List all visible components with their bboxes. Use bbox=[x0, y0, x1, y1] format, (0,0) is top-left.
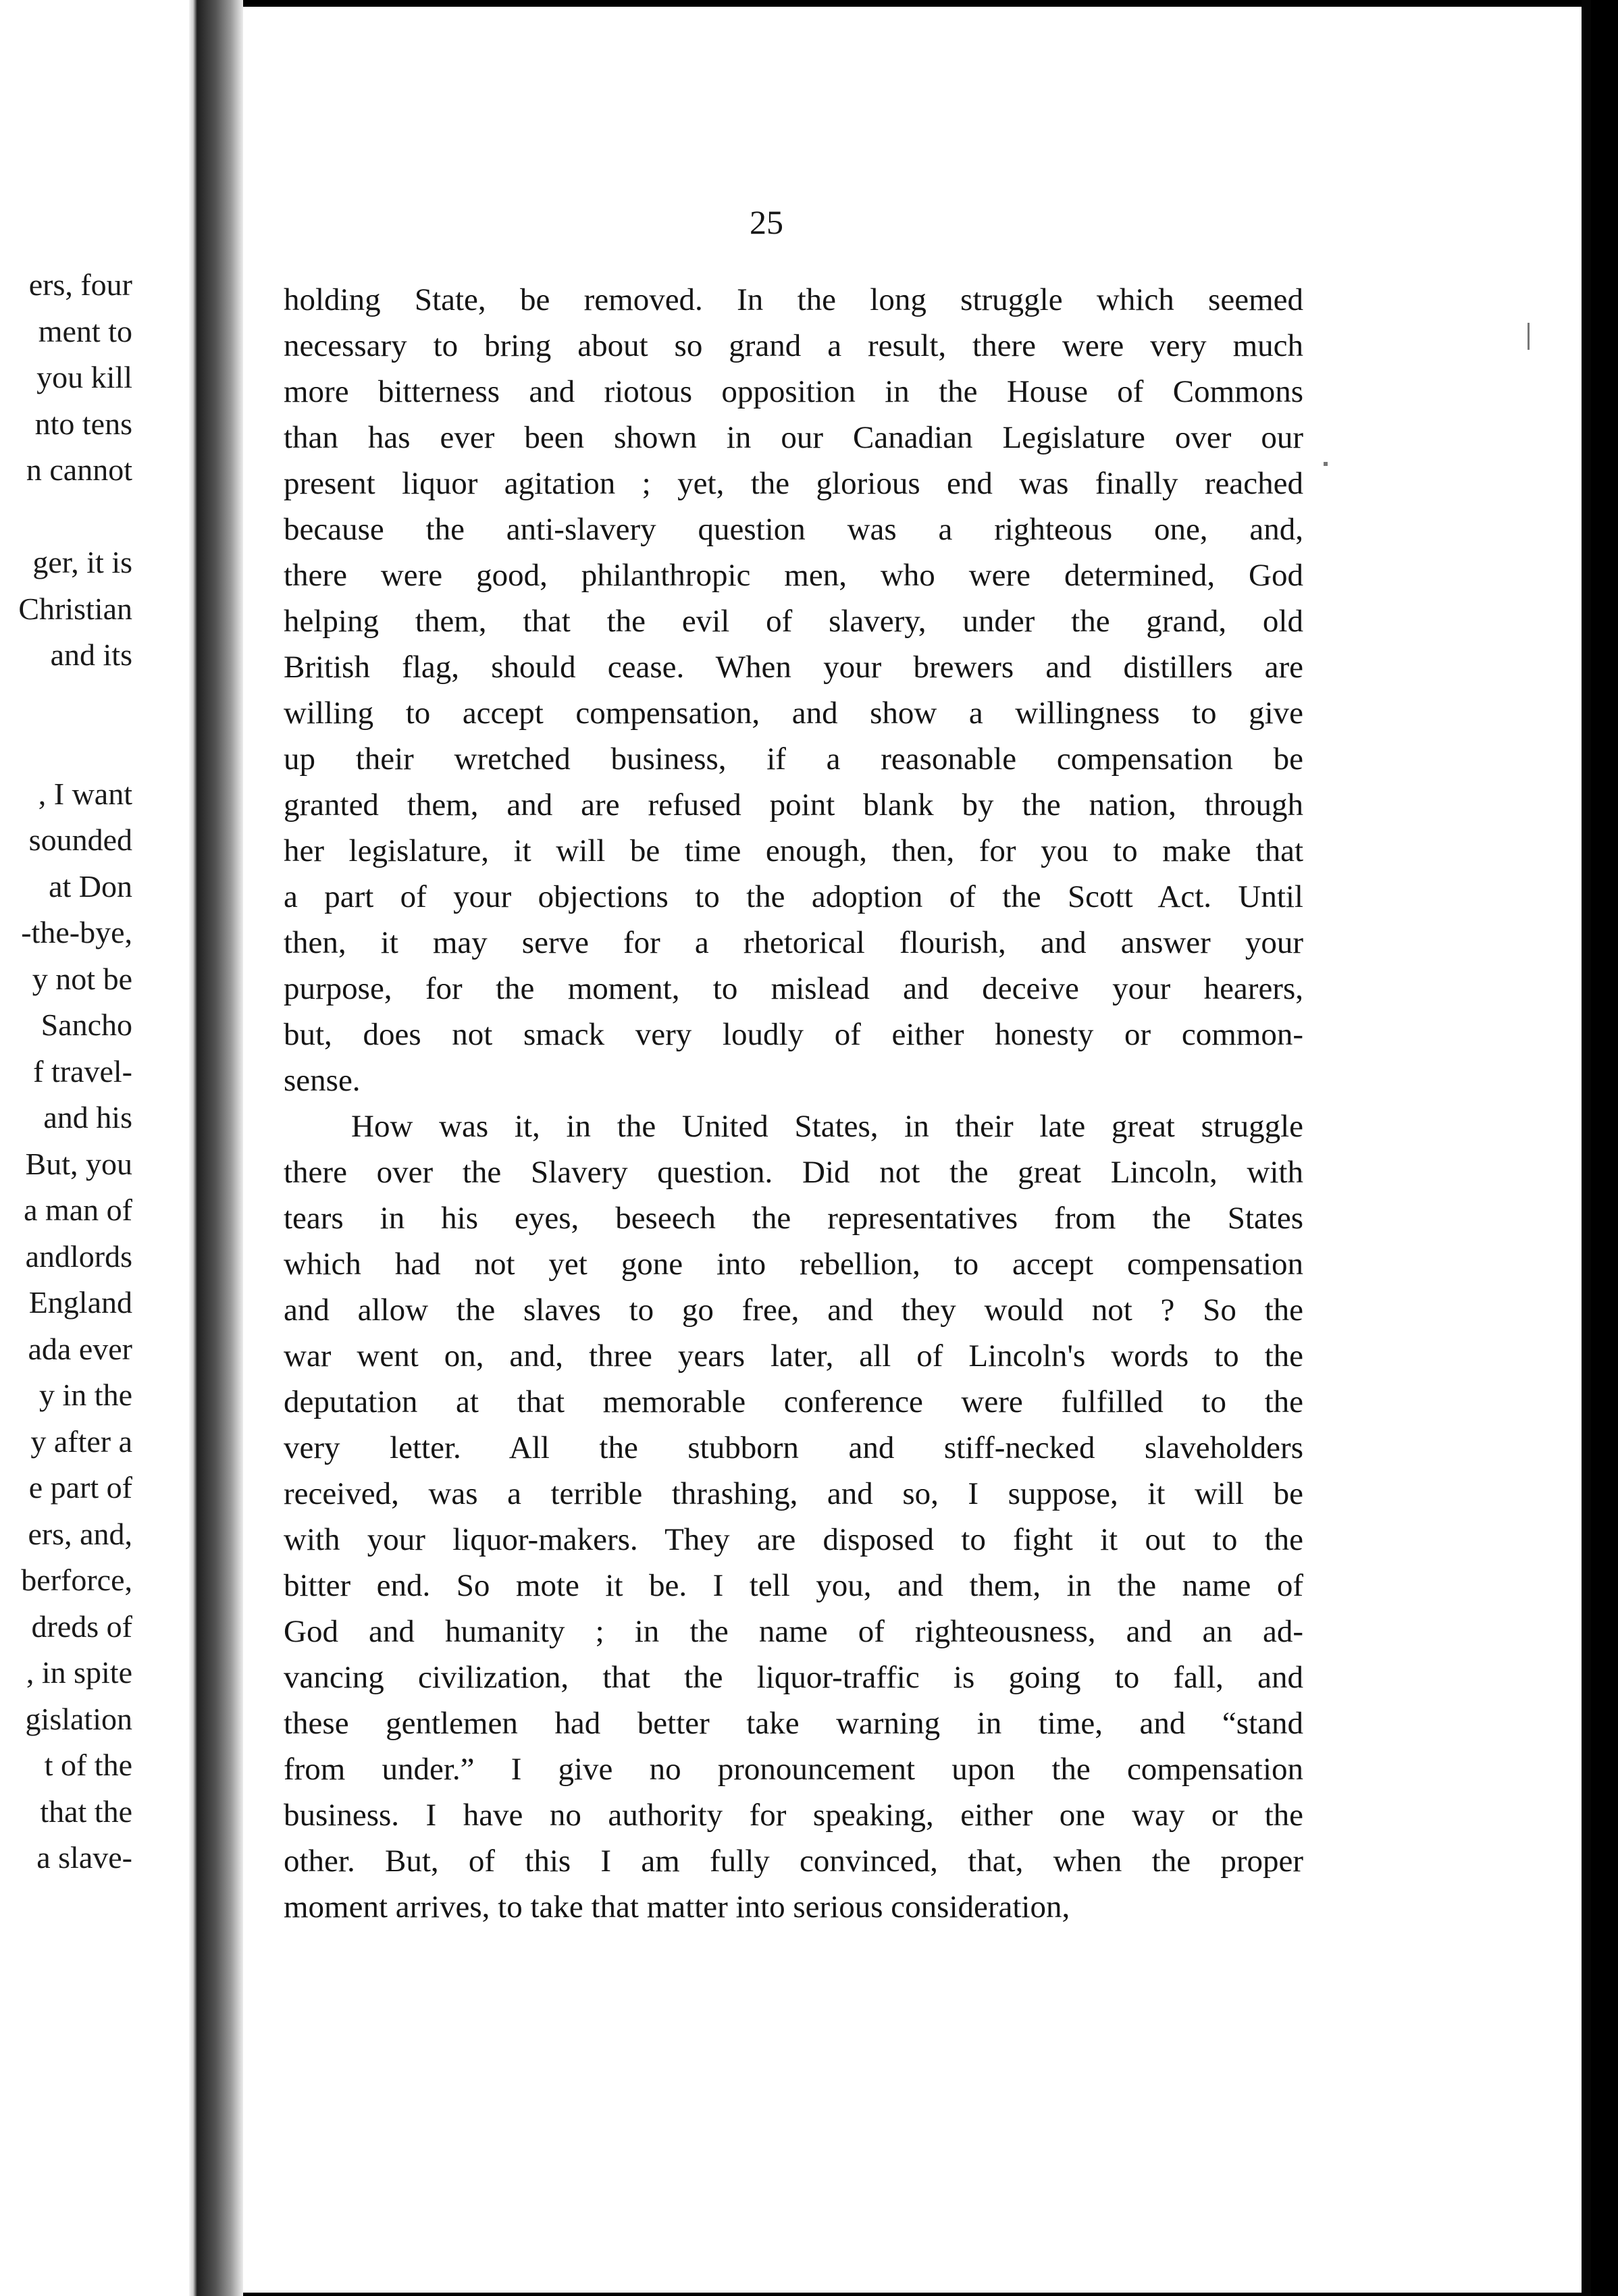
left-page-line: y in the bbox=[39, 1378, 132, 1412]
text-line: moment arrives, to take that matter into serious consideration, bbox=[284, 1889, 1070, 1925]
left-page-line: at Don bbox=[49, 868, 132, 904]
left-page-line bbox=[0, 725, 132, 771]
text-line: present liquor agitation ; yet, the glorious end was finally reached bbox=[284, 466, 1303, 501]
text-line: God and humanity ; in the name of righteousness, and an ad- bbox=[284, 1614, 1303, 1649]
left-page-line: nto tens bbox=[34, 406, 132, 441]
text-line: purpose, for the moment, to mislead and deceive your hearers, bbox=[284, 971, 1303, 1006]
text-line: there were good, philanthropic men, who were determined, God bbox=[284, 558, 1303, 593]
text-line: from under.” I give no pronouncement upon the compensation bbox=[284, 1752, 1303, 1787]
left-page-line: and its bbox=[50, 637, 132, 672]
left-page-text bbox=[0, 262, 132, 1881]
text-line: these gentlemen had better take warning in time, and “stand bbox=[284, 1706, 1303, 1741]
left-page-line: gislation bbox=[25, 1701, 132, 1736]
scan-border bbox=[1582, 0, 1591, 2296]
text-line: business. I have no authority for speaking, either one way or the bbox=[284, 1798, 1303, 1833]
left-page-line: y not be bbox=[32, 961, 132, 996]
left-page-line: that the bbox=[40, 1794, 132, 1829]
left-page-line: a man of bbox=[24, 1193, 132, 1227]
left-page bbox=[0, 0, 203, 2296]
left-page-line bbox=[0, 494, 132, 540]
text-line: more bitterness and riotous opposition in the House of Commons bbox=[284, 374, 1303, 409]
body-text bbox=[284, 277, 1303, 1930]
text-line: vancing civilization, that the liquor-traffic is going to fall, and bbox=[284, 1660, 1303, 1695]
text-line: tears in his eyes, beseech the representatives from the States bbox=[284, 1201, 1303, 1236]
left-page-line: Christian bbox=[18, 591, 132, 626]
book-gutter bbox=[189, 0, 243, 2296]
text-line: but, does not smack very loudly of either honesty or common- bbox=[284, 1017, 1303, 1052]
left-page-line: y after a bbox=[30, 1424, 132, 1459]
left-page-line: t of the bbox=[44, 1748, 132, 1782]
left-page-line: dreds of bbox=[31, 1609, 132, 1644]
text-line: helping them, that the evil of slavery, under the grand, old bbox=[284, 604, 1303, 639]
left-page-line: n cannot bbox=[26, 452, 132, 487]
left-page-line: a slave- bbox=[36, 1840, 132, 1875]
text-line: her legislature, it will be time enough, then, for you to make that bbox=[284, 833, 1303, 868]
left-page-line: e part of bbox=[28, 1470, 132, 1505]
left-page-line: ers, and, bbox=[28, 1516, 132, 1551]
text-line: bitter end. So mote it be. I tell you, and them, in the name of bbox=[284, 1568, 1303, 1603]
text-line: very letter. All the stubborn and stiff-necked slaveholders bbox=[284, 1430, 1303, 1465]
left-page-line: , in spite bbox=[26, 1655, 132, 1690]
left-page-line: ger, it is bbox=[32, 545, 132, 579]
text-line: which had not yet gone into rebellion, to accept compensation bbox=[284, 1247, 1303, 1282]
left-page-line: England bbox=[28, 1285, 132, 1320]
left-page-line: ada ever bbox=[28, 1331, 132, 1366]
left-page-line: sounded bbox=[28, 823, 132, 857]
text-line: deputation at that memorable conference were fulfilled to the bbox=[284, 1384, 1303, 1419]
text-line: a part of your objections to the adoption of the Scott Act. Until bbox=[284, 879, 1303, 914]
text-line: holding State, be removed. In the long struggle which seemed bbox=[284, 282, 1303, 317]
text-line: British flag, should cease. When your brewers and distillers are bbox=[284, 650, 1303, 685]
left-page-line bbox=[0, 679, 132, 725]
left-page-line: But, you bbox=[25, 1146, 132, 1181]
left-page-line: you kill bbox=[36, 360, 132, 394]
text-line: there over the Slavery question. Did not the great Lincoln, with bbox=[284, 1155, 1303, 1190]
text-line: then, it may serve for a rhetorical flourish, and answer your bbox=[284, 925, 1303, 960]
ink-speck bbox=[1528, 323, 1530, 350]
left-page-line: Sancho bbox=[41, 1008, 132, 1042]
left-page-line: and his bbox=[43, 1100, 132, 1134]
text-line: received, was a terrible thrashing, and so, I suppose, it will be bbox=[284, 1476, 1303, 1511]
left-page-line: f travel- bbox=[33, 1053, 132, 1089]
text-line: war went on, and, three years later, all of Lincoln's words to the bbox=[284, 1338, 1303, 1374]
text-line: willing to accept compensation, and show a willingness to give bbox=[284, 696, 1303, 731]
text-line: up their wretched business, if a reasonable compensation be bbox=[284, 741, 1303, 777]
text-line: sense. bbox=[284, 1063, 361, 1098]
left-page-line: andlords bbox=[25, 1238, 132, 1274]
text-line: other. But, of this I am fully convinced, that, when the proper bbox=[284, 1844, 1303, 1879]
text-line: How was it, in the United States, in their late great struggle bbox=[351, 1109, 1303, 1144]
left-page-line: ers, four bbox=[28, 267, 132, 302]
left-page-line: -the-bye, bbox=[21, 915, 132, 949]
text-line: because the anti-slavery question was a righteous one, and, bbox=[284, 512, 1303, 547]
text-line: granted them, and are refused point blank by the nation, through bbox=[284, 787, 1303, 823]
left-page-line: berforce, bbox=[21, 1563, 132, 1597]
page-number: 25 bbox=[750, 203, 783, 241]
text-line: and allow the slaves to go free, and they would not ? So the bbox=[284, 1293, 1303, 1328]
left-page-line: , I want bbox=[38, 776, 132, 811]
text-line: than has ever been shown in our Canadian Legislature over our bbox=[284, 420, 1303, 455]
text-line: with your liquor-makers. They are disposed to fight it out to the bbox=[284, 1522, 1303, 1557]
left-page-line: ment to bbox=[38, 313, 132, 348]
ink-speck bbox=[1324, 462, 1328, 466]
text-line: necessary to bring about so grand a result, there were very much bbox=[284, 328, 1303, 363]
